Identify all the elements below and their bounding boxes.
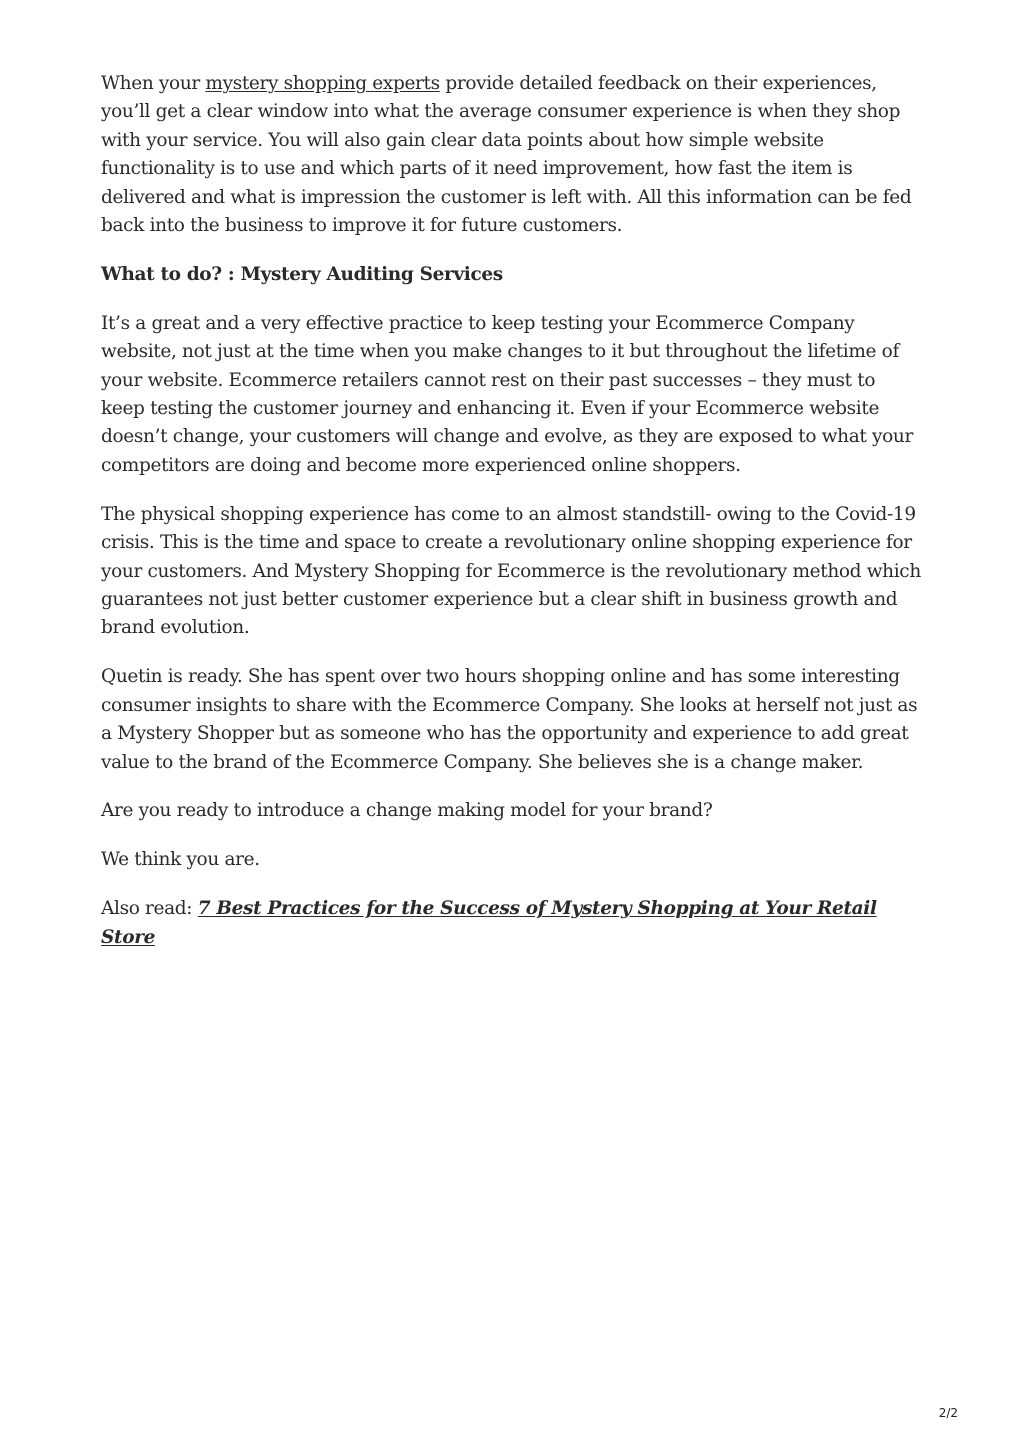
also-read-paragraph xyxy=(101,895,923,952)
paragraph-quetin: Quetin is ready. She has spent over two hours shopping online and has some interesting consumer insights to share with the Ecommerce Company. She looks at herself not just as a Mystery Shopper but as someone who has the opportunity and experience to add great value to the brand of the Ecommerce Company. She believes she is a change maker. xyxy=(101,666,918,773)
intro-paragraph xyxy=(101,70,923,240)
intro-text-after-link: provide detailed feedback on their experiences, you’ll get a clear window into what the average consumer experience is when they shop with your service. You will also gain clear data points about how simple website functionality is to use and which parts of it need improvement, how fast the item is delivered and what is impression the customer is left with. All this information can be fed back into the business to improve it for future customers. xyxy=(101,73,912,237)
paragraph-physical-shopping: The physical shopping experience has come to an almost standstill- owing to the Covid-19 crisis. This is the time and space to create a revolutionary online shopping experience for your customers. And Mystery Shopping for Ecommerce is the revolutionary method which guarantees not just better customer experience but a clear shift in business growth and brand evolution. xyxy=(101,503,921,639)
paragraph-ready-question: Are you ready to introduce a change making model for your brand? xyxy=(101,800,713,822)
page-number: 2/2 xyxy=(938,1406,958,1420)
paragraph-testing-practice: It’s a great and a very effective practice to keep testing your Ecommerce Company website, not just at the time when you make changes to it but throughout the lifetime of your website. Ecommerce retailers cannot rest on their past successes – they must to keep testing the customer journey and enhancing it. Even if your Ecommerce website doesn’t change, your customers will change and evolve, as they are exposed to what your competitors are doing and become more experienced online shoppers. xyxy=(101,312,913,476)
also-read-link[interactable]: 7 Best Practices for the Success of Mystery Shopping at Your Retail Store xyxy=(101,898,877,948)
intro-text-before-link: When your xyxy=(101,73,206,94)
document-page xyxy=(101,70,923,973)
section-heading: What to do? : Mystery Auditing Services xyxy=(101,263,503,285)
also-read-label: Also read: xyxy=(101,898,198,920)
paragraph-we-think: We think you are. xyxy=(101,849,260,871)
mystery-shopping-experts-link[interactable]: mystery shopping experts xyxy=(205,73,440,94)
